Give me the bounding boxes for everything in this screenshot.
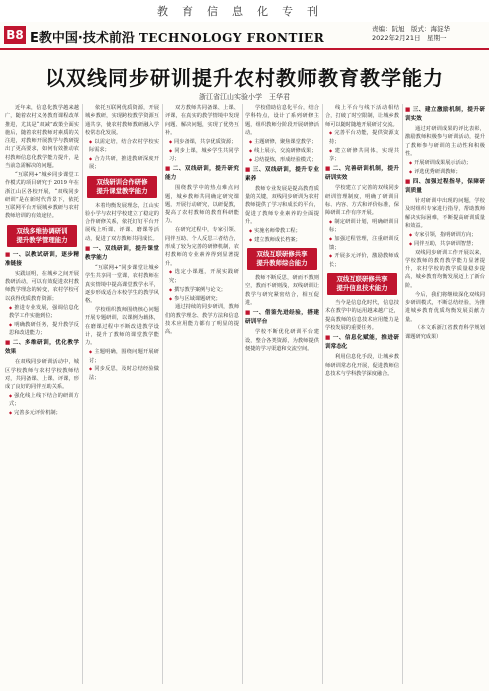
bullet-item: ◆ 专家引领，指明研训方向； <box>405 231 485 239</box>
section-banner-line: 双线多维协调研训 <box>16 226 68 235</box>
paragraph: 近年来，信息化教学越来越广，随着农村义务教育课程改革推进，尤其是“双减”政策全面实施后，随着农村教师对素质的关注进，对教师开展教学与教研提出了更高要求，如何有效推动农村教师信息化教学能力提升，是当前急需解决的问题。 <box>5 105 79 170</box>
bullet-item: ◆ 主题明确，围绕问题开展研讨； <box>85 348 159 365</box>
subheading: ■ 一、信息化赋能，推进研训常态化 <box>325 334 399 352</box>
paragraph: 本着均衡发展理念，江山实验小学与农村学校建立了稳定的合作研修关系，依托钉钉平台开展线上听课、评课、磨课等活动，促进了双方教师共同成长。 <box>85 202 159 242</box>
paragraph: 在双线同步研训活动中，城区学校教师与农村学校教师结对，共同备课、上课、评课，形成了良好的同伴互助关系。 <box>5 359 79 391</box>
paragraph: 教师不断反思，研而不教则空，教而不研则浅，双线研训让教学与研究紧密结合，相互促进。 <box>245 275 319 307</box>
column-divider <box>402 104 403 684</box>
bullet-item: ◆ 撰写教学案例与论文； <box>165 286 239 294</box>
subheading: ■ 二、完善研训机制，提升研训实效 <box>325 165 399 183</box>
article-byline: 浙江省江山实验小学 王华君 <box>199 93 290 101</box>
section-banner <box>247 248 317 270</box>
paragraph: 教师专业发展是提高教育质量的关键，双线同步研训为农村教师提供了学习和成长的平台，促进了教师专业素养的全面提升。 <box>245 185 319 226</box>
paragraph: 线上平台与线下活动相结合，打破了时空限制，让城乡教师可以随时随地开展研讨交流。 <box>325 105 399 128</box>
paragraph: 学校借助信息化平台，结合学科特点，设计了系列研修主题，组织教师分阶段开展研修活动。 <box>245 105 319 136</box>
column-divider <box>242 104 243 684</box>
subheading: ■ 二、多维研训，优化教学效果 <box>5 339 79 357</box>
subheading: ■ 一、以教试研训，逐步精准链接 <box>5 251 79 269</box>
bullet-item: ◆ 选定小课题，开展实践研究； <box>165 268 239 285</box>
paragraph: “互联网+”城乡同步课堂工作模式的项目研究于 2019 年在浙江山区各校开展，“双线同步研训”是在新时代背景下，依托互联网平台开展城乡教研与农村教师培训的有效途径。 <box>5 171 79 220</box>
paragraph: 通过对研训成果的评比表彰，激励教师积极参与研训活动，提升了教师参与研训的主动性和积极性。 <box>405 126 485 157</box>
paragraph: 依托互联网优质资源，开展城乡教研，实现跨校教学资源互通共享，使农村教师教研融入学校常态化发展。 <box>85 105 159 136</box>
bullet-item: ◆ 建立教师成长档案； <box>245 236 319 244</box>
article-column-1 <box>5 104 79 684</box>
article-column-4 <box>245 104 319 684</box>
section-title-cn: E教中国·技术前沿 <box>30 31 135 46</box>
section-banner-line: 提升教学管理能力 <box>16 235 68 244</box>
paragraph: 双线同步研训工作开展以来，学校教师的教育教学能力显著提升，农村学校的教学质量稳步提高，城乡教育均衡发展迈上了新台阶。 <box>405 249 485 289</box>
paragraph: 今后，我们将继续深化双线同步研训模式，不断总结经验，为推进城乡教育优质均衡发展贡献力量。 <box>405 291 485 323</box>
bullet-item: ◆ 同步反思，及时总结经验做法； <box>85 365 159 382</box>
section-title-en: TECHNOLOGY FRONTIER <box>138 31 325 45</box>
bullet-item: ◆ 总结提炼，形成经验模式； <box>245 156 319 164</box>
masthead-strip <box>0 0 489 22</box>
bullet-item: ◆ 完善平台功能，提供资源支持； <box>325 129 399 146</box>
bullet-item: ◆ 开展多元评价，激励教师成长； <box>325 252 399 269</box>
subheading: ■ 二、双线研训，提升研究能力 <box>165 165 239 183</box>
editor-credit: 责编：阮旭 版式：海淀华 <box>372 25 450 33</box>
bullet-item: ◆ 以需定培，结合农村学校实际需求； <box>85 138 159 155</box>
bullet-item: ◆ 主题研修，聚焦课堂教学； <box>245 138 319 146</box>
article-column-3 <box>165 104 239 684</box>
bullet-item: ◆ 推进专业发展，强调信息化教学工作实施到位； <box>5 304 79 321</box>
paragraph: 学校不断优化研训平台建设，整合各类资源，为教师提供便捷的学习渠道和交流空间。 <box>245 329 319 352</box>
bullet-item: ◆ 合力共研，推进教研深度开展； <box>85 155 159 172</box>
section-banner-line: 提升教师综合能力 <box>256 259 308 268</box>
paragraph: 双方教师共同备课、上课、评课，在真实的教学情境中发现问题、解决问题，实现了优势互补。 <box>165 105 239 136</box>
column-divider <box>162 104 163 684</box>
paragraph: 学校建立了完善的双线同步研训管理制度，明确了研训目标、内容、方式和评价标准，保障研训工作有序开展。 <box>325 185 399 217</box>
header-rule <box>0 48 489 50</box>
article-headline: 以双线同步研训提升农村教师教育教学能力 <box>45 66 444 90</box>
subheading: ■ 三、双线研训，提升专业素养 <box>245 166 319 184</box>
paragraph: 针对研训中出现的问题，学校及时组织专家进行指导，帮助教师解决实际困难，不断提高研训质量和效益。 <box>405 197 485 229</box>
section-title <box>30 27 324 46</box>
page-number: B8 <box>4 26 26 44</box>
paragraph: 通过持续的同步研训，教师们的教学理念、教学方法和信息技术应用能力都有了明显的提高。 <box>165 304 239 336</box>
section-banner-line: 双线互联研修共享 <box>336 275 388 284</box>
bullet-item: ◆ 评选优秀研训教师； <box>405 168 485 176</box>
bullet-item: ◆ 强化线上线下结合的研训方式； <box>5 392 79 409</box>
paragraph: 当今是信息化时代，信息技术在教学中的运用越来越广泛，提高教师的信息技术应用能力是学校发展的重要任务。 <box>325 300 399 331</box>
bullet-item: ◆ 明确教研任务，提升教学反思和改进能力； <box>5 321 79 338</box>
paragraph: 学校组织教师围绕核心问题开展专题研训，以课例为载体，在磨课过程中不断改进教学设计，提升了教师的课堂教学能力。 <box>85 307 159 347</box>
bullet-item: ◆ 线上展示，交流研修成果； <box>245 147 319 155</box>
article-column-6 <box>405 104 485 684</box>
bullet-item: ◆ 开展研训成果展示活动； <box>405 159 485 167</box>
section-banner-line: 双线互联研修共享 <box>256 250 308 259</box>
paragraph: “互联网+”同步课堂让城乡学生共享同一堂课，农村教师在真实情境中提高课堂教学水平，逐步形成适合本校学生的教学风格。 <box>85 265 159 305</box>
bullet-item: ◆ 完善多元评价机制； <box>5 409 79 417</box>
article-column-2 <box>85 104 159 684</box>
bullet-item: ◆ 制定研训计划，明确研训目标； <box>325 218 399 235</box>
footnote: （本文系浙江省教育科学规划课题研究成果） <box>405 325 485 340</box>
paragraph: 在研究过程中，专家引领、同伴互助、个人反思三者结合，形成了较为完善的研修机制，农村教师的专业素养得到显著提升。 <box>165 227 239 267</box>
bullet-item: ◆ 参与区域课题研究； <box>165 295 239 303</box>
bullet-item: ◆ 同伴互助，共享研训智慧； <box>405 240 485 248</box>
paragraph: 利用信息化手段，让城乡教师研训常态化开展，促进教师信息技术与学科教学深度融合。 <box>325 354 399 377</box>
column-divider <box>322 104 323 684</box>
section-banner <box>327 273 397 295</box>
paragraph: 实践证明，在城乡之间开展教研活动，可以有效促进农村教师教学理念的转变，农村学校可以获得优质教育资源； <box>5 270 79 302</box>
bullet-item: ◆ 实施名师带教工程； <box>245 227 319 235</box>
section-banner-line: 双线研训合作研修 <box>96 177 148 186</box>
paragraph: 围绕教学中的热点难点问题，城乡教师共同确定研究课题，开展行动研究，以研促教，提高了农村教师的教育科研能力。 <box>165 185 239 225</box>
bullet-item: ◆ 同步备课，共享优质资源； <box>165 138 239 146</box>
article-column-5 <box>325 104 399 684</box>
issue-meta <box>372 25 450 43</box>
column-divider <box>82 104 83 684</box>
paper-name: 教育信息化专刊 <box>157 5 332 18</box>
subheading: ■ 四、加强过程指导，保障研训质量 <box>405 178 485 196</box>
bullet-item: ◆ 加强过程管理，注重研训反馈； <box>325 235 399 252</box>
subheading: ■ 一、借鉴先进经验，搭建研训平台 <box>245 309 319 327</box>
bullet-item: ◆ 建立研修共同体，实现共享； <box>325 147 399 164</box>
issue-date: 2022年2月21日 星期一 <box>372 34 447 42</box>
subheading: ■ 一、双线研训，提升课堂教学能力 <box>85 245 159 263</box>
section-banner <box>87 176 157 198</box>
subheading: ■ 三、建立激励机制，提升研训实效 <box>405 106 485 124</box>
section-banner-line: 提升课堂教学能力 <box>96 186 148 195</box>
section-banner-line: 提升信息技术能力 <box>336 284 388 293</box>
section-banner <box>7 225 77 247</box>
bullet-item: ◆ 同步上课，城乡学生共同学习； <box>165 147 239 164</box>
